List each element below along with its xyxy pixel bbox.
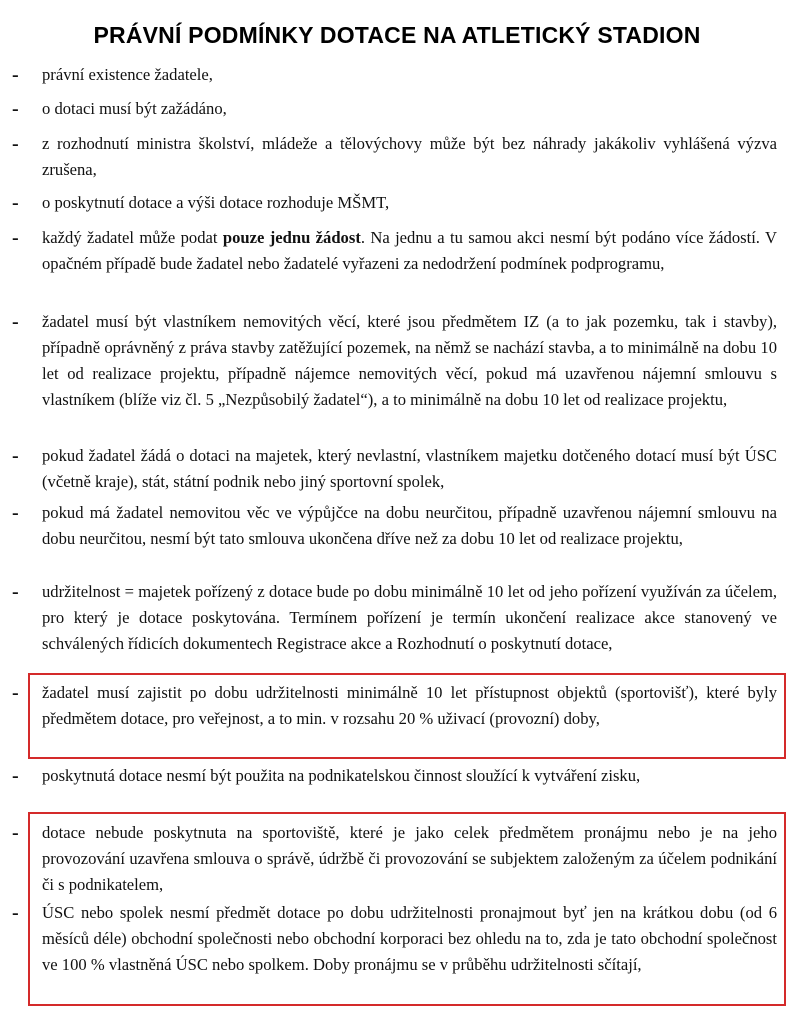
list-item-text: o dotaci musí být zažádáno, <box>42 99 227 118</box>
bullet-dash: - <box>12 64 19 86</box>
page-title: PRÁVNÍ PODMÍNKY DOTACE NA ATLETICKÝ STADION <box>93 22 701 48</box>
text-part: každý žadatel může podat <box>42 228 223 247</box>
list-item-text: z rozhodnutí ministra školství, mládeže a tělovýchovy může být bez náhrady jakákoliv vyhlášená výzva zrušena, <box>42 134 777 179</box>
bullet-dash: - <box>12 765 19 787</box>
list-item-text: poskytnutá dotace nesmí být použita na podnikatelskou činnost sloužící k vytváření zisku, <box>42 766 641 785</box>
bullet-dash: - <box>12 445 19 467</box>
bullet-dash: - <box>12 133 19 155</box>
list-item-text: o poskytnutí dotace a výši dotace rozhoduje MŠMT, <box>42 193 390 212</box>
list-item-text <box>42 225 777 277</box>
list-item-text: udržitelnost = majetek pořízený z dotace bude po dobu minimálně 10 let od jeho pořízení využíván za účelem, pro který je dotace poskytována. Termínem pořízení je termín ukončení realizace akce stanovený ve schválených řídicích dokumentech Registrace akce a Rozhodnutí o poskytnutí dotace, <box>42 582 777 653</box>
list-item-text: pokud má žadatel nemovitou věc ve výpůjčce na dobu neurčitou, případně uzavřenou nájemní smlouvu na dobu neurčitou, nesmí být tato smlouva ukončena dříve než za dobu 10 let od realizace projektu, <box>42 503 777 548</box>
list-item-text: právní existence žadatele, <box>42 65 213 84</box>
bullet-dash: - <box>12 227 19 249</box>
bullet-dash: - <box>12 502 19 524</box>
text-part: . Na jednu a tu samou akci nesmí být podáno více žádostí. V opačném případě bude žadatel nebo žadatelé vyřazeni za nedodržení podmínek podprogramu, <box>42 228 777 273</box>
bullet-dash: - <box>12 98 19 120</box>
list-item-text: dotace nebude poskytnuta na sportoviště, které je jako celek předmětem pronájmu nebo je na jeho provozování uzavřena smlouva o správě, údržbě či provozování se subjektem založeným za účelem podnikání či s podnikatelem, <box>42 823 777 894</box>
bullet-dash: - <box>12 822 19 844</box>
bold-emphasis: pouze jednu žádost <box>222 228 361 247</box>
list-item-text: žadatel musí být vlastníkem nemovitých věcí, které jsou předmětem IZ (a to jak pozemku, tak i stavby), případně oprávněný z práva stavby zatěžující pozemek, na němž se nachází stavba, a to minimálně na dobu 10 let od realizace projektu, případně nájemce nemovitých věcí, pokud má uzavřenou nájemní smlouvu s vlastníkem (blíže viz čl. 5 „Nezpůsobilý žadatel“), a to minimálně na dobu 10 let od realizace projektu, <box>42 312 777 409</box>
bullet-dash: - <box>12 311 19 333</box>
bullet-dash: - <box>12 192 19 214</box>
bullet-dash: - <box>12 682 19 704</box>
bullet-dash: - <box>12 902 19 924</box>
list-item-text: ÚSC nebo spolek nesmí předmět dotace po dobu udržitelnosti pronajmout byť jen na krátkou dobu (od 6 měsíců déle) obchodní společnosti nebo obchodní korporaci bez ohledu na to, zda je tato obchodní společnost ve 100 % vlastněná ÚSC nebo spolkem. Doby pronájmu se v průběhu udržitelnosti sčítají, <box>42 903 777 974</box>
list-item-text: pokud žadatel žádá o dotaci na majetek, který nevlastní, vlastníkem majetku dotčeného dotací musí být ÚSC (včetně kraje), stát, státní podnik nebo jiný sportovní spolek, <box>42 446 777 491</box>
list-item-text: žadatel musí zajistit po dobu udržitelnosti minimálně 10 let přístupnost objektů (sportovišť), které byly předmětem dotace, pro veřejnost, a to min. v rozsahu 20 % uživací (provozní) doby, <box>42 683 777 728</box>
bullet-dash: - <box>12 581 19 603</box>
